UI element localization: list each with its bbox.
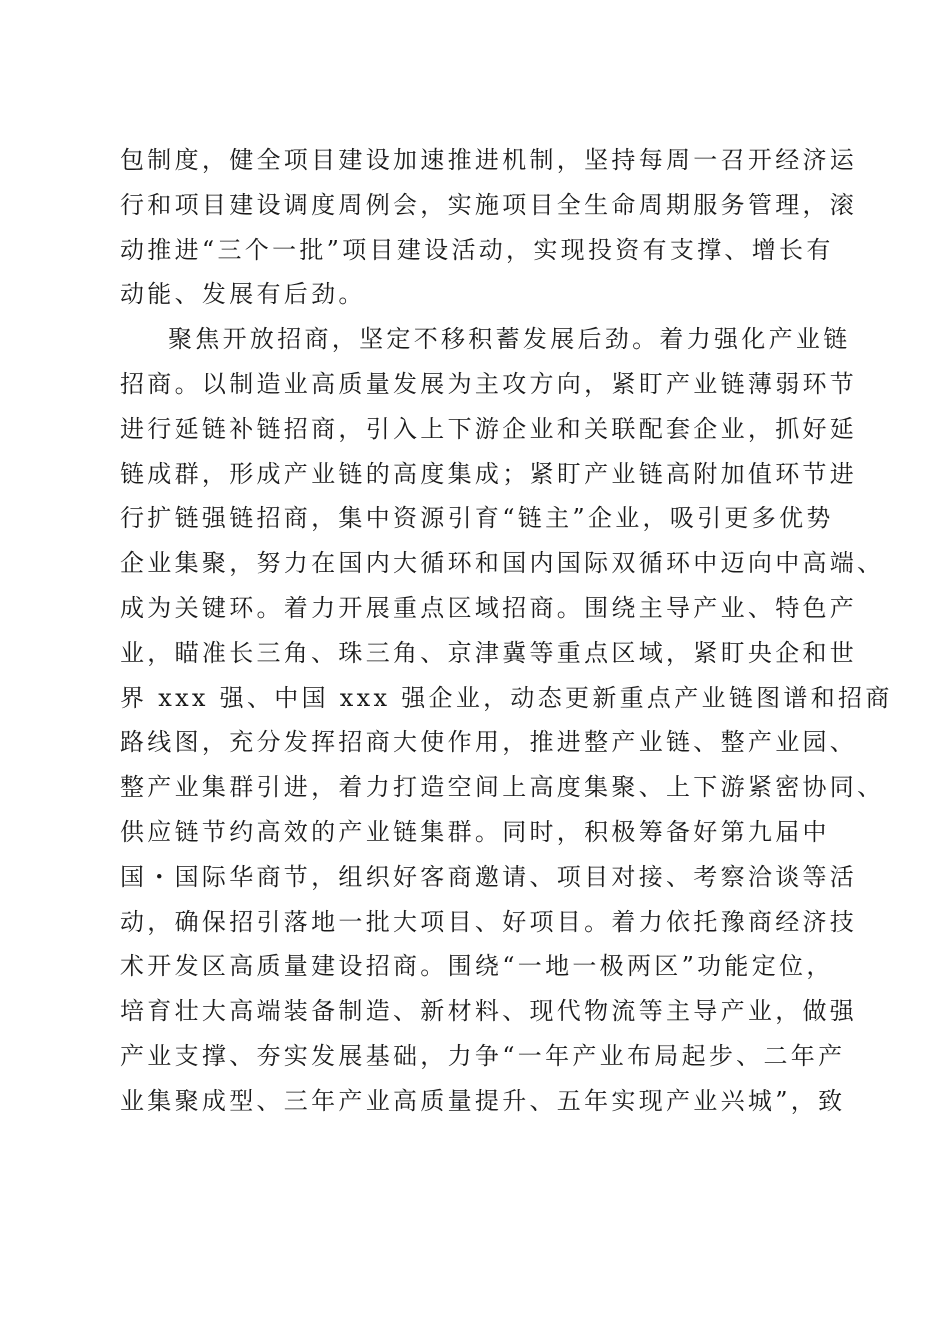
text-line: 行和项目建设调度周例会，实施项目全生命周期服务管理，滚 [120,190,858,219]
text-line: 链成群，形成产业链的高度集成；紧盯产业链高附加值环节进 [120,459,858,488]
text-line: 术开发区高质量建设招商。围绕“一地一极两区”功能定位， [120,952,834,981]
text-line: 动推进“三个一批”项目建设活动，实现投资有支撑、增长有 [120,235,834,264]
text-line: 供应链节约高效的产业链集群。同时，积极筹备好第九届中 [120,817,830,846]
text-line: 行扩链强链招商，集中资源引育“链主”企业，吸引更多优势 [120,504,834,533]
text-line: 成为关键环。着力开展重点区域招商。围绕主导产业、特色产 [120,593,858,622]
text-line: 动能、发展有后劲。 [120,280,366,309]
text-line: 培育壮大高端装备制造、新材料、现代物流等主导产业，做强 [120,997,858,1026]
text-line: 国・国际华商节，组织好客商邀请、项目对接、考察洽谈等活 [120,862,858,891]
text-line: 界 xxx 强、中国 xxx 强企业，动态更新重点产业链图谱和招商 [120,683,893,712]
text-line: 路线图，充分发挥招商大使作用，推进整产业链、整产业园、 [120,728,858,757]
text-line: 招商。以制造业高质量发展为主攻方向，紧盯产业链薄弱环节 [120,369,858,398]
text-line: 业集聚成型、三年产业高质量提升、五年实现产业兴城”，致 [120,1086,846,1115]
text-line: 包制度，健全项目建设加速推进机制，坚持每周一召开经济运 [120,146,858,174]
text-line: 企业集聚，努力在国内大循环和国内国际双循环中迈向中高端、 [120,549,885,578]
text-line: 动，确保招引落地一批大项目、好项目。着力依托豫商经济技 [120,907,858,936]
text-line: 进行延链补链招商，引入上下游企业和关联配套企业，抓好延 [120,414,858,443]
paragraph-first-line: 聚焦开放招商，坚定不移积蓄发展后劲。着力强化产业链 [168,325,851,354]
text-line: 产业支撑、夯实发展基础，力争“一年产业布局起步、二年产 [120,1041,846,1070]
text-line: 整产业集群引进，着力打造空间上高度集聚、上下游紧密协同、 [120,773,885,802]
text-line: 业，瞄准长三角、珠三角、京津冀等重点区域，紧盯央企和世 [120,638,858,667]
body-text [120,138,893,1124]
